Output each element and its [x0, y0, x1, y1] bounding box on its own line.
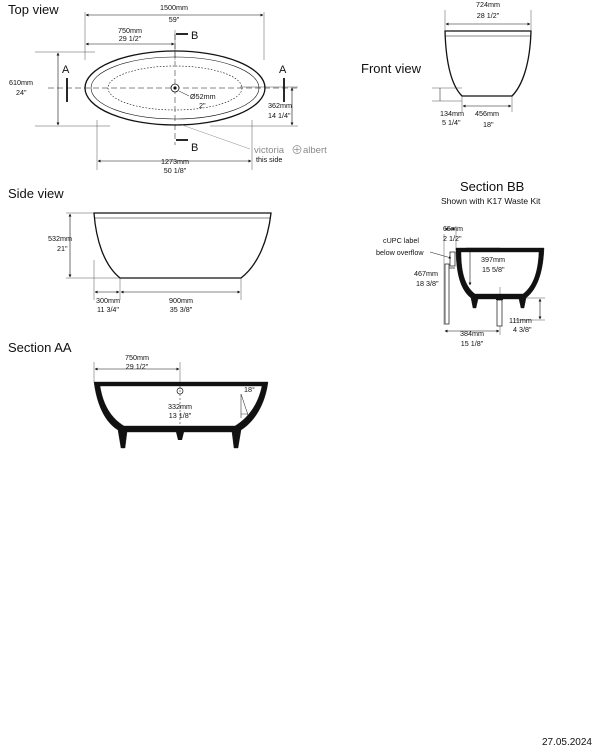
waste-diameter-in: 2": [199, 101, 206, 110]
section-bb-title: Section BB: [460, 179, 525, 194]
waste-offset-in: 14 1/4": [268, 111, 291, 120]
brand-word-1: victoria: [254, 145, 285, 156]
section-aa-angle: 18°: [244, 385, 255, 394]
section-aa-length-mm: 750mm: [125, 353, 149, 362]
inner-length-mm: 1273mm: [161, 157, 189, 166]
side-view-title: Side view: [8, 186, 64, 201]
front-foot-in: 5 1/4": [442, 118, 461, 127]
section-aa-waste-mm: 332mm: [168, 402, 192, 411]
bb-waste-offset-mm: 384mm: [460, 329, 484, 338]
top-length-in: 59": [168, 15, 180, 24]
front-base-in: 18": [483, 120, 494, 129]
side-base-in: 35 3/8": [169, 305, 193, 314]
this-side-label: this side: [256, 155, 283, 164]
bb-overflow-offset-in: 2 1/2": [443, 234, 462, 243]
bb-waste-height-in: 4 3/8": [513, 325, 532, 334]
bb-label-note-2: below overflow: [376, 248, 424, 257]
section-aa-waste-in: 13 1/8": [168, 411, 192, 420]
front-tub-profile: [445, 31, 531, 96]
top-half-length-mm: 750mm: [118, 26, 142, 35]
top-width-mm: 610mm: [9, 78, 33, 87]
top-width-in: 24": [16, 88, 27, 97]
side-foot-mm: 300mm: [96, 296, 120, 305]
brand-word-2: albert: [303, 145, 327, 156]
side-base-mm: 900mm: [169, 296, 193, 305]
section-mark-b-bottom: B: [191, 142, 199, 154]
bb-overflow-depth-in: 15 5/8": [482, 265, 505, 274]
bb-overflow-offset-mm: 65mm: [443, 224, 463, 233]
brand-plus-icon: [293, 146, 301, 154]
top-view-drawing: [9, 3, 327, 175]
front-view-drawing: [432, 0, 531, 129]
bb-overflow-height-in: 18 3/8": [416, 279, 439, 288]
top-view-title: Top view: [8, 2, 59, 17]
section-aa-drawing: [94, 353, 268, 448]
top-half-length-in: 29 1/2": [118, 34, 142, 43]
bb-overflow-height-mm: 467mm: [414, 269, 438, 278]
section-bb-drawing: [376, 224, 545, 348]
section-bb-subtitle: Shown with K17 Waste Kit: [441, 196, 541, 206]
waste-offset-mm: 362mm: [268, 101, 292, 110]
top-length-mm: 1500mm: [160, 3, 188, 12]
front-view-title: Front view: [361, 61, 421, 76]
side-foot-in: 11 3/4": [96, 305, 120, 314]
front-foot-mm: 134mm: [440, 109, 464, 118]
side-height-mm: 532mm: [48, 234, 72, 243]
drawing-date: 27.05.2024: [541, 737, 592, 748]
front-width-mm: 724mm: [476, 0, 500, 9]
bb-label-note-1: cUPC label: [383, 236, 419, 245]
front-base-mm: 456mm: [475, 109, 499, 118]
side-height-in: 21": [57, 244, 68, 253]
section-mark-b-top: B: [191, 30, 199, 42]
inner-length-in: 50 1/8": [163, 166, 187, 175]
waste-diameter-mm: Ø52mm: [190, 92, 216, 101]
front-width-in: 28 1/2": [476, 11, 500, 20]
section-aa-title: Section AA: [8, 340, 72, 355]
bb-waste-offset-in: 15 1/8": [460, 339, 484, 348]
bb-overflow-depth-mm: 397mm: [481, 255, 505, 264]
side-tub-profile: [94, 213, 271, 278]
section-mark-a-right: A: [279, 64, 287, 76]
side-view-drawing: [48, 213, 271, 314]
bb-waste-height-mm: 111mm: [509, 316, 532, 325]
section-mark-a-left: A: [62, 64, 70, 76]
section-aa-length-in: 29 1/2": [125, 362, 149, 371]
